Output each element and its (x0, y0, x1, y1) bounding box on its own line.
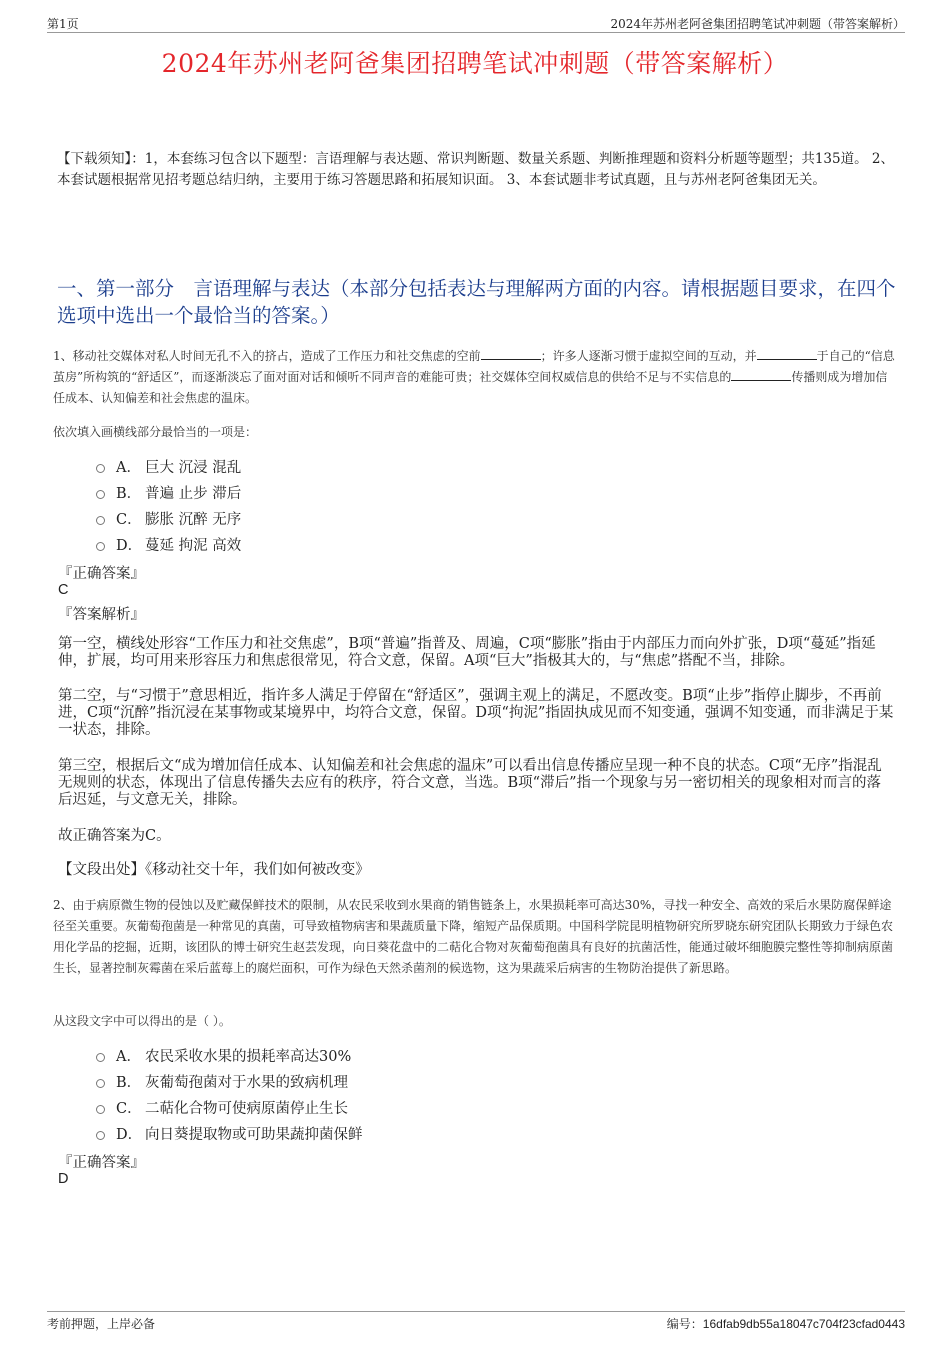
q2-answer-label: 『正确答案』 (58, 1155, 145, 1171)
radio-icon[interactable] (96, 516, 105, 525)
question-2-text: 2、由于病原微生物的侵蚀以及贮藏保鲜技术的限制，从农民采收到水果商的销售链条上，水果损耗率可高达30%，寻找一种安全、高效的采后水果防腐保鲜途径至关重要。灰葡萄孢菌是一种常见的真菌，可导致植物病害和果蔬质量下降，缩短产品保质期。中国科学院昆明植物研究所罗晓东研究团队长期致力于绿色农用化学品的挖掘，近期，该团队的博士研究生赵芸发现，向日葵花盘中的二萜化合物对灰葡萄孢菌具有良好的抗菌活性，能通过破坏细胞膜完整性等抑制病原菌生长，显著控制灰霉菌在采后蓝莓上的腐烂面积，可作为绿色天然杀菌剂的候选物，这为果蔬采后病害的生物防治提供了新思路。 (53, 898, 894, 975)
page-header (47, 12, 905, 33)
option-d[interactable] (96, 1120, 363, 1146)
option-letter: A． (116, 1048, 141, 1065)
option-letter: A． (116, 459, 141, 476)
question-1-prompt: 依次填入画横线部分最恰当的一项是： (53, 425, 258, 439)
fill-blank-2 (757, 347, 817, 360)
radio-icon[interactable] (96, 1079, 105, 1088)
fill-blank-1 (481, 347, 541, 360)
option-letter: B． (116, 1074, 142, 1091)
option-letter: D． (116, 1126, 143, 1143)
q1-analysis-label: 『答案解析』 (58, 607, 145, 623)
footer-code-label: 编号： (666, 1317, 703, 1331)
option-letter: C． (116, 1100, 142, 1117)
footer-slogan: 考前押题，上岸必备 (47, 1317, 156, 1331)
radio-icon[interactable] (96, 464, 105, 473)
question-2-prompt: 从这段文字中可以得出的是（ ）。 (53, 1014, 231, 1028)
q1-conclusion: 故正确答案为C。 (58, 828, 171, 844)
option-text: 灰葡萄孢菌对于水果的致病机理 (145, 1074, 348, 1091)
footer-code (667, 1315, 905, 1332)
q1-text-part-c: 于自己的“信息茧房”所构筑的“舒适区”，而逐渐淡忘了面对面对话和倾听不同声音的难能可贵；社交媒体空间权威信息的供给不足与不实信息的 (53, 349, 895, 384)
option-letter: D． (116, 537, 143, 554)
page-footer (47, 1311, 905, 1332)
question-2-options (96, 1042, 363, 1146)
radio-icon[interactable] (96, 542, 105, 551)
download-notice: 【下载须知】：1，本套练习包含以下题型：言语理解与表达题、常识判断题、数量关系题、判断推理题和资料分析题等题型；共135道。 2、本套试题根据常见招考题总结归纳，主要用于练习答题思路和拓展知识面。 3、本套试题非考试真题，且与苏州老阿爸集团无关。 (57, 151, 894, 188)
radio-icon[interactable] (96, 1105, 105, 1114)
q1-analysis-para-2: 第二空，与“习惯于”意思相近，指许多人满足于停留在“舒适区”，强调主观上的满足，不愿改变。B项“止步”指停止脚步，不再前进，C项“沉醉”指沉浸在某事物或某境界中，均符合文意，保留。D项“拘泥”指固执成见而不知变通，强调不知变通，而非满足于某一状态，排除。 (58, 688, 894, 738)
option-text: 农民采收水果的损耗率高达30% (145, 1048, 352, 1065)
question-1-text (53, 346, 898, 409)
option-text: 向日葵提取物或可助果蔬抑菌保鲜 (145, 1126, 363, 1143)
q2-answer: D (58, 1171, 69, 1187)
fill-blank-3 (731, 368, 791, 381)
q1-text-part-b: ；许多人逐渐习惯于虚拟空间的互动，并 (540, 349, 757, 363)
option-text: 巨大 沉浸 混乱 (145, 459, 242, 476)
question-1-options (96, 453, 241, 557)
footer-code-value: 16dfab9db55a18047c704f23cfad0443 (702, 1317, 905, 1331)
option-c[interactable] (96, 505, 241, 531)
page-number: 第1页 (47, 17, 79, 31)
option-b[interactable] (96, 479, 241, 505)
q1-text-part-a: 1、移动社交媒体对私人时间无孔不入的挤占，造成了工作压力和社交焦虑的空前 (53, 349, 481, 363)
option-text: 膨胀 沉醉 无序 (145, 511, 242, 528)
document-title: 2024年苏州老阿爸集团招聘笔试冲刺题（带答案解析） (161, 49, 789, 78)
option-b[interactable] (96, 1068, 363, 1094)
q1-source: 【文段出处】《移动社交十年，我们如何被改变》 (58, 862, 370, 878)
option-a[interactable] (96, 1042, 363, 1068)
option-text: 普遍 止步 滞后 (145, 485, 242, 502)
radio-icon[interactable] (96, 1053, 105, 1062)
radio-icon[interactable] (96, 490, 105, 499)
option-text: 蔓延 拘泥 高效 (145, 537, 242, 554)
option-text: 二萜化合物可使病原菌停止生长 (145, 1100, 348, 1117)
header-doc-name: 2024年苏州老阿爸集团招聘笔试冲刺题（带答案解析） (610, 17, 905, 31)
option-a[interactable] (96, 453, 241, 479)
option-letter: B． (116, 485, 142, 502)
q1-answer: C (58, 582, 69, 598)
q1-analysis-para-3: 第三空，根据后文“成为增加信任成本、认知偏差和社会焦虑的温床”可以看出信息传播应呈现一种不良的状态。C项“无序”指混乱无规则的状态，体现出了信息传播失去应有的秩序，符合文意，当选。B项“滞后”指一个现象与另一密切相关的现象相对而言的落后迟延，与文意无关，排除。 (58, 758, 882, 808)
q1-text-part-d: 传播则成为增加信任成本、认知偏差和社会焦虑的温床。 (53, 370, 888, 405)
radio-icon[interactable] (96, 1131, 105, 1140)
section-title: 一、第一部分 言语理解与表达（本部分包括表达与理解两方面的内容。请根据题目要求，在四个选项中选出一个最恰当的答案。） (57, 277, 896, 327)
option-letter: C． (116, 511, 142, 528)
q1-answer-label: 『正确答案』 (58, 566, 145, 582)
option-c[interactable] (96, 1094, 363, 1120)
q1-analysis-para-1: 第一空，横线处形容“工作压力和社交焦虑”，B项“普遍”指普及、周遍，C项“膨胀”指由于内部压力而向外扩张，D项“蔓延”指延伸，扩展，均可用来形容压力和焦虑很常见，符合文意，保留。A项“巨大”指极其大的，与“焦虑”搭配不当，排除。 (58, 636, 876, 669)
option-d[interactable] (96, 531, 241, 557)
